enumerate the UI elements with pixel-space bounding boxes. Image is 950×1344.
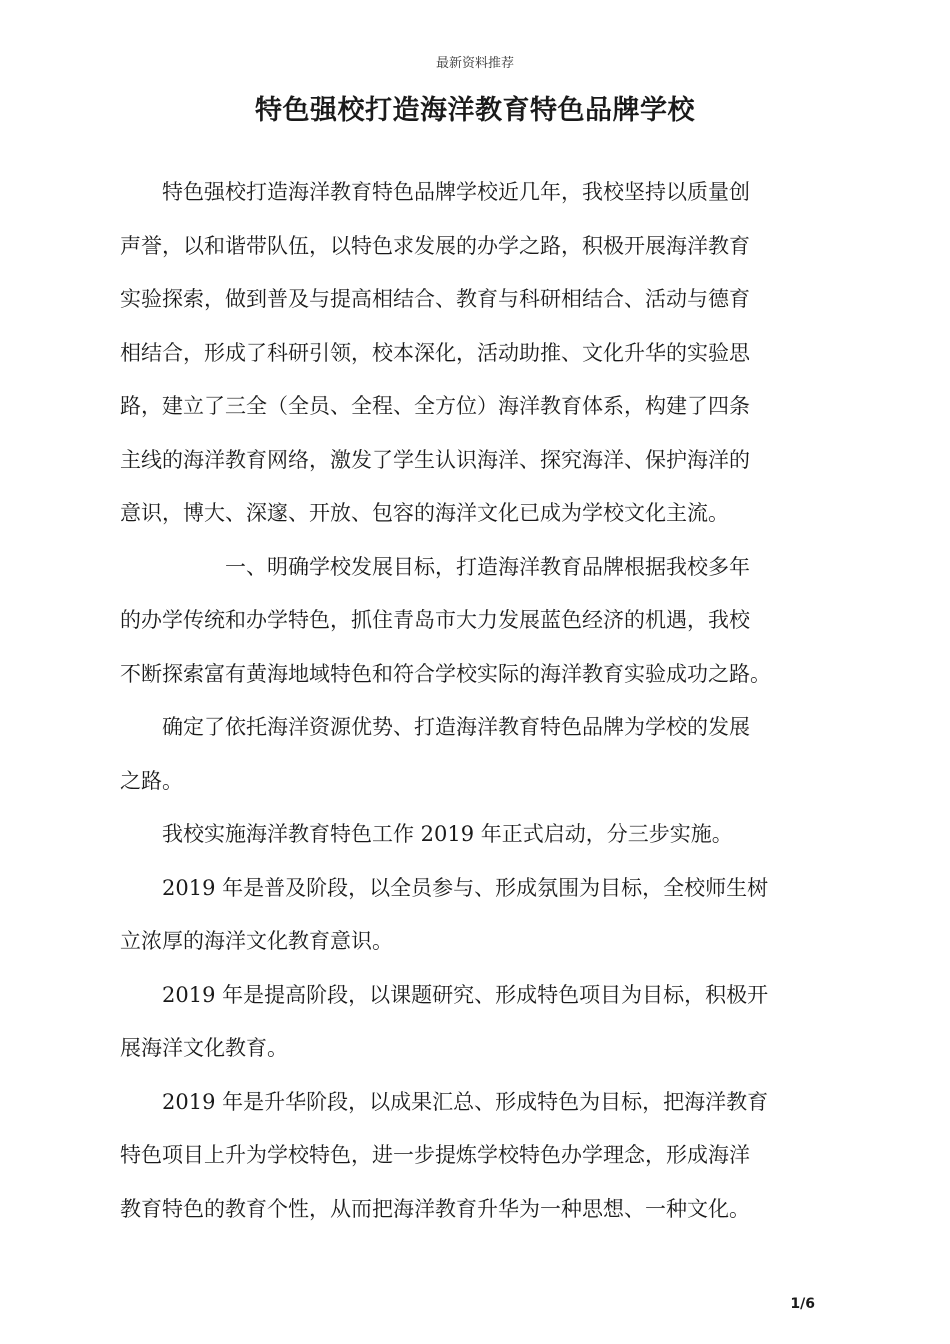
- text-line: 相结合，形成了科研引领，校本深化，活动助推、文化升华的实验思: [120, 340, 750, 365]
- paragraph: [120, 969, 840, 1076]
- text-line: 特色强校打造海洋教育特色品牌学校近几年，我校坚持以质量创: [120, 180, 750, 204]
- text-line: 路，建立了三全（全员、全程、全方位）海洋教育体系，构建了四条: [120, 394, 750, 418]
- text-line: 2019 年是普及阶段，以全员参与、形成氛围为目标，全校师生树: [120, 875, 769, 900]
- text-line: 实验探索，做到普及与提高相结合、教育与科研相结合、活动与德育: [120, 287, 750, 311]
- text-line: 一、明确学校发展目标，打造海洋教育品牌根据我校多年: [120, 554, 750, 579]
- text-line: 教育特色的教育个性，从而把海洋教育升华为一种思想、一种文化。: [120, 1196, 750, 1221]
- paragraph: [120, 862, 840, 969]
- text-line: 确定了依托海洋资源优势、打造海洋教育特色品牌为学校的发展: [120, 715, 750, 739]
- paragraph: [120, 1076, 840, 1237]
- text-line: 特色项目上升为学校特色，进一步提炼学校特色办学理念，形成海洋: [120, 1143, 750, 1167]
- text-line: 主线的海洋教育网络，激发了学生认识海洋、探究海洋、保护海洋的: [120, 447, 750, 472]
- text-line: 不断探索富有黄海地域特色和符合学校实际的海洋教育实验成功之路。: [120, 661, 771, 686]
- text-line: 2019 年是升华阶段，以成果汇总、形成特色为目标，把海洋教育: [120, 1089, 769, 1114]
- text-line: 展海洋文化教育。: [120, 1036, 288, 1060]
- page-number: 1/6: [790, 1296, 815, 1312]
- text-line: 之路。: [120, 768, 183, 793]
- text-line: 意识，博大、深邃、开放、包容的海洋文化已成为学校文化主流。: [120, 501, 729, 525]
- document-body: [120, 166, 840, 1236]
- paragraph: [120, 701, 840, 808]
- page-header: 最新资料推荐: [435, 56, 514, 71]
- document-title: 特色强校打造海洋教育特色品牌学校: [255, 95, 695, 126]
- text-line: 我校实施海洋教育特色工作 2019 年正式启动，分三步实施。: [120, 822, 733, 846]
- text-line: 声誉，以和谐带队伍，以特色求发展的办学之路，积极开展海洋教育: [120, 233, 750, 258]
- text-line: 立浓厚的海洋文化教育意识。: [120, 929, 393, 953]
- paragraph: [120, 541, 840, 702]
- paragraph: [120, 166, 840, 541]
- text-line: 的办学传统和办学特色，抓住青岛市大力发展蓝色经济的机遇，我校: [120, 608, 750, 632]
- text-line: 2019 年是提高阶段，以课题研究、形成特色项目为目标，积极开: [120, 982, 769, 1007]
- paragraph: [120, 808, 840, 862]
